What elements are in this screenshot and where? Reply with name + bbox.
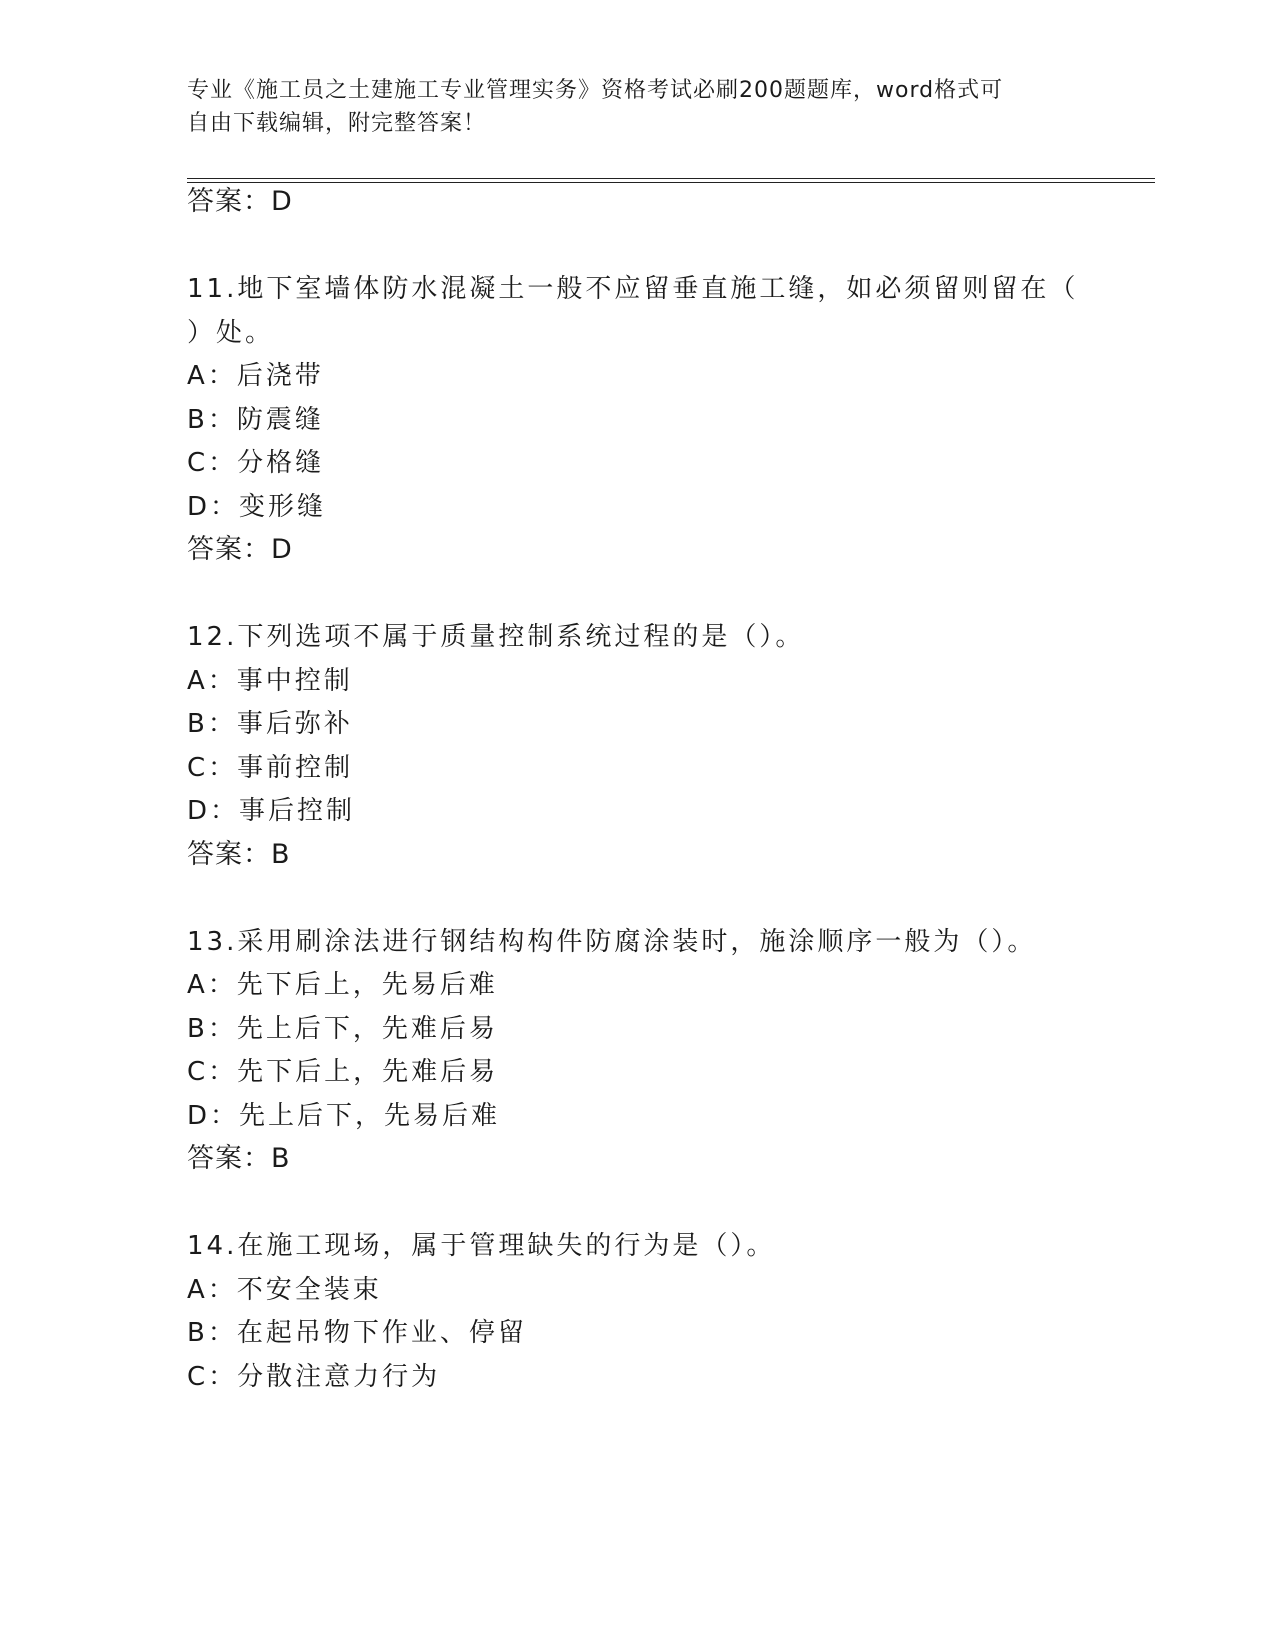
question-13-stem: 13.采用刷涂法进行钢结构构件防腐涂装时，施涂顺序一般为（）。 [187, 927, 1037, 957]
question-13-option-c: C：先下后上，先难后易 [187, 1057, 499, 1087]
question-13-option-a: A：先下后上，先易后难 [187, 970, 498, 1000]
question-14-stem: 14.在施工现场，属于管理缺失的行为是（）。 [187, 1231, 776, 1261]
question-11-stem: 11.地下室墙体防水混凝土一般不应留垂直施工缝，如必须留则留在（ [187, 274, 1079, 304]
question-13-option-d: D：先上后下，先易后难 [187, 1101, 501, 1131]
question-13-answer: 答案：B [187, 1143, 291, 1174]
question-11-answer: 答案：D [187, 534, 293, 565]
document-page [187, 0, 1157, 1650]
header-line-1: 专业《施工员之土建施工专业管理实务》资格考试必刷200题题库，word格式可 [187, 78, 1004, 103]
question-14-option-a: A：不安全装束 [187, 1275, 382, 1305]
previous-answer: 答案：D [187, 186, 293, 217]
question-14-option-b: B：在起吊物下作业、停留 [187, 1318, 527, 1348]
question-12-option-c: C：事前控制 [187, 753, 354, 783]
question-13-option-b: B：先上后下，先难后易 [187, 1014, 498, 1044]
question-12-stem: 12.下列选项不属于质量控制系统过程的是（）。 [187, 622, 805, 652]
question-11-option-b: B：防震缝 [187, 405, 324, 435]
question-12-answer: 答案：B [187, 839, 291, 870]
question-12-option-b: B：事后弥补 [187, 709, 353, 739]
question-11-option-c: C：分格缝 [187, 448, 325, 478]
document-header [187, 74, 1067, 140]
question-11-stem-continued: ）处。 [187, 318, 275, 348]
header-line-2: 自由下载编辑，附完整答案！ [187, 111, 487, 136]
question-11-option-a: A：后浇带 [187, 361, 324, 391]
header-divider [187, 178, 1155, 183]
question-12-option-a: A：事中控制 [187, 666, 353, 696]
question-11-option-d: D：变形缝 [187, 492, 327, 522]
question-12-option-d: D：事后控制 [187, 796, 356, 826]
question-14-option-c: C：分散注意力行为 [187, 1362, 441, 1392]
